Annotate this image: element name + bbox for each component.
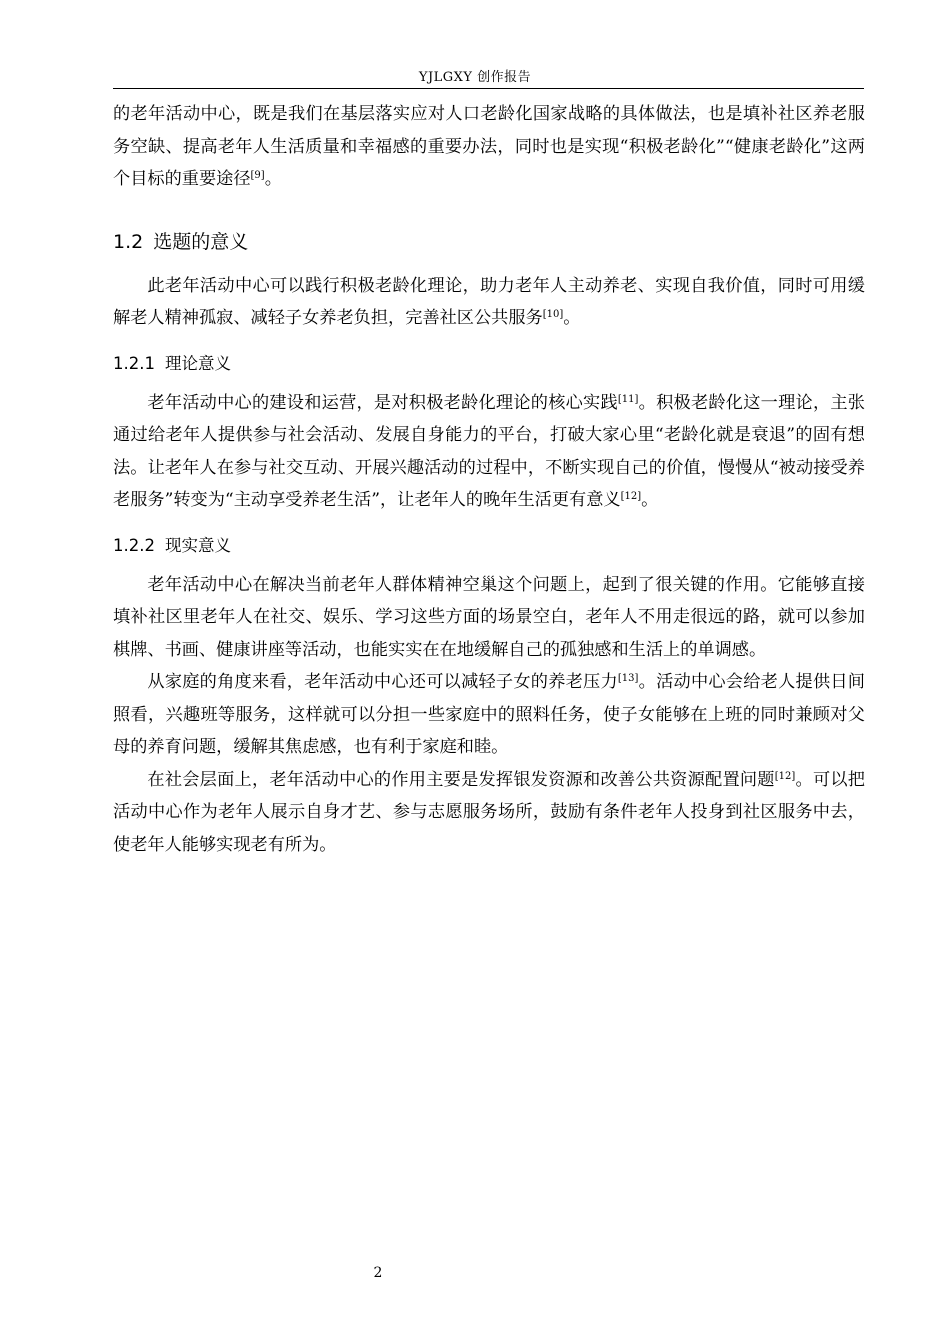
paragraph	[113, 569, 865, 667]
citation[interactable]: [10]	[542, 309, 564, 320]
page-number: 2	[373, 1265, 383, 1281]
citation[interactable]: [12]	[620, 491, 642, 502]
citation[interactable]: [12]	[774, 770, 796, 782]
paragraph-text: 此老年活动中心可以践行积极老龄化理论，助力老年人主动养老、实现自我价值，同时可用缓解老人精神孤寂、减轻子女养老负担，完善社区公共服务	[113, 275, 865, 328]
citation[interactable]: [13]	[617, 673, 639, 684]
paragraph	[113, 764, 865, 862]
paragraph-text: 。可以把活动中心作为老年人展示自身才艺、参与志愿服务场所，鼓励有条件老年人投身到社区服务中去，使老年人能够实现老有所为。	[113, 769, 865, 855]
intro-text: 的老年活动中心，既是我们在基层落实应对人口老龄化国家战略的具体做法，也是填补社区养老服务空缺、提高老年人生活质量和幸福感的重要办法，同时也是实现“积极老龄化”“健康老龄化”这两个目标的重要途径	[113, 104, 865, 189]
intro-paragraph	[113, 98, 865, 196]
subsection-number: 1.2.1	[113, 353, 155, 373]
subsection-heading-1-2-2	[113, 531, 865, 561]
paragraph-text: 。活动中心会给老人提供日间照看，兴趣班等服务，这样就可以分担一些家庭中的照料任务，使子女能够在上班的同时兼顾对父母的养育问题，缓解其焦虑感，也有利于家庭和睦。	[113, 672, 865, 757]
intro-end: 。	[264, 169, 282, 189]
header-rule	[113, 88, 864, 89]
subsection-title: 理论意义	[164, 353, 231, 373]
paragraph-text: 老年活动中心在解决当前老年人群体精神空巢这个问题上，起到了很关键的作用。它能够直接填补社区里老年人在社交、娱乐、学习这些方面的场景空白，老年人不用走很远的路，就可以参加棋牌、书画、健康讲座等活动，也能实实在在地缓解自己的孤独感和生活上的单调感。	[113, 574, 865, 660]
paragraph	[113, 666, 865, 764]
citation[interactable]: [9]	[250, 170, 265, 181]
citation[interactable]: [11]	[617, 393, 639, 405]
subsection-number: 1.2.2	[113, 535, 155, 555]
paragraph-text: 在社会层面上，老年活动中心的作用主要是发挥银发资源和改善公共资源配置问题	[147, 769, 775, 790]
subsection-heading-1-2-1	[113, 349, 865, 379]
section-heading-1-2	[113, 222, 865, 262]
paragraph-text: 老年活动中心的建设和运营，是对积极老龄化理论的核心实践	[147, 392, 618, 413]
page-body	[113, 98, 865, 861]
running-header: YJLGXY 创作报告	[418, 70, 532, 85]
subsection-title: 现实意义	[164, 535, 231, 555]
paragraph-text: 从家庭的角度来看，老年活动中心还可以减轻子女的养老压力	[147, 672, 618, 692]
paragraph-end: 。	[563, 308, 581, 328]
paragraph	[113, 270, 865, 335]
paragraph-end: 。	[641, 490, 659, 510]
section-number: 1.2	[113, 230, 144, 253]
section-title: 选题的意义	[153, 230, 249, 253]
paragraph	[113, 387, 865, 517]
paragraph-text: 。积极老龄化这一理论，主张通过给老年人提供参与社会活动、发展自身能力的平台，打破大家心里“老龄化就是衰退”的固有想法。让老年人在参与社交互动、开展兴趣活动的过程中，不断实现自己的价值，慢慢从“被动接受养老服务”转变为“主动享受养老生活”，让老年人的晚年生活更有意义	[113, 392, 865, 510]
